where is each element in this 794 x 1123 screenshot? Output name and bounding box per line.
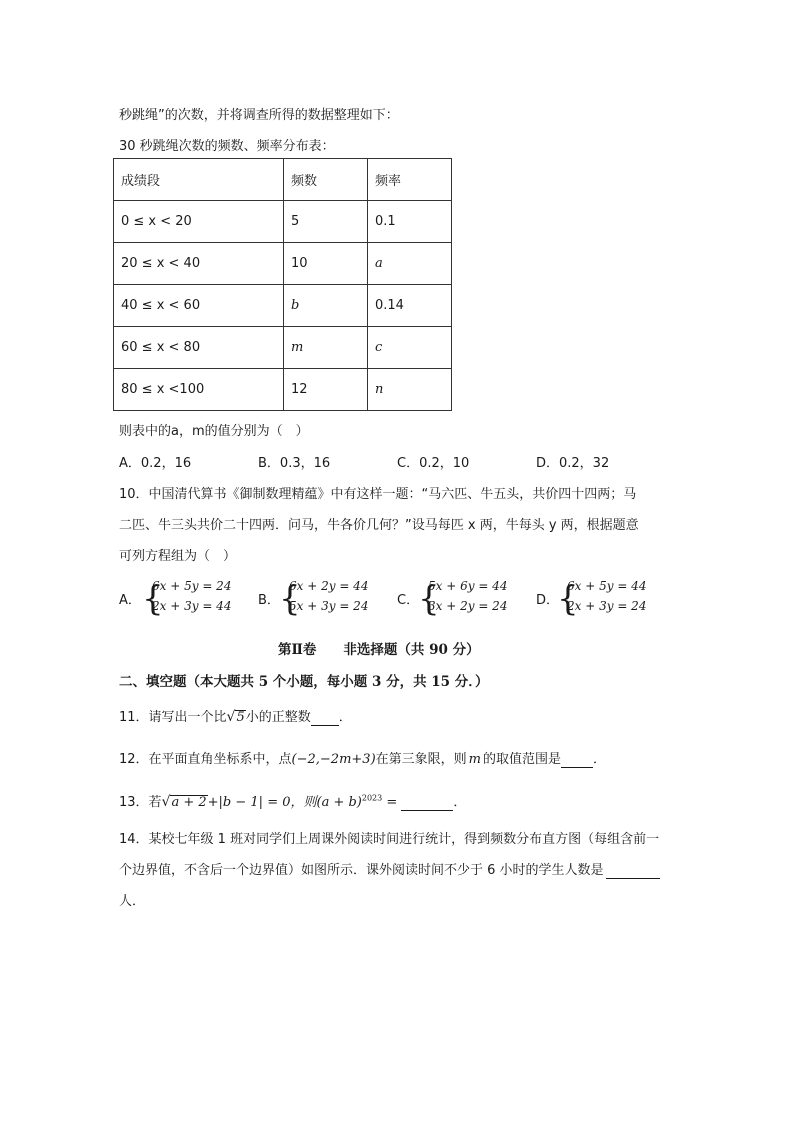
q9-option-a: A．0.2，16 — [119, 456, 192, 471]
table-cell: m — [284, 327, 368, 369]
q13-text: +|b − 1| = 0，则 — [207, 795, 317, 810]
q11 — [119, 706, 352, 726]
q9-stem: 则表中的a，m的值分别为（ ） — [119, 424, 309, 439]
q9-option-d: D．0.2，32 — [536, 456, 610, 471]
table-cell: 12 — [284, 369, 368, 411]
table-cell: 0.1 — [368, 201, 452, 243]
table-cell: b — [284, 285, 368, 327]
option-label: C． — [397, 593, 420, 608]
radical-sign: √ — [161, 794, 171, 810]
table-cell: 0 ≤ x < 20 — [114, 201, 284, 243]
equation-1: 6x + 5y = 24 — [152, 579, 232, 593]
option-label: D． — [536, 593, 560, 608]
expression: (a + b) — [316, 795, 362, 810]
table-header-row — [114, 159, 452, 201]
table-cell: 20 ≤ x < 40 — [114, 243, 284, 285]
table-cell: n — [368, 369, 452, 411]
q14-text: 个边界值，不含后一个边界值）如图所示．课外阅读时间不少于 6 小时的学生人数是 — [119, 863, 604, 878]
table-cell: 5 — [284, 201, 368, 243]
equation-1: 5x + 6y = 44 — [428, 579, 508, 593]
radicand: a + 2 — [171, 795, 207, 810]
table-row — [114, 369, 452, 411]
q12-text: 的取值范围是 — [482, 752, 561, 767]
equation-1: 6x + 2y = 44 — [289, 579, 369, 593]
q10-line-1: 10．中国清代算书《御制数理精蕴》中有这样一题：“马六匹、牛五头，共价四十四两；马 — [119, 487, 637, 502]
equation-2: 2x + 3y = 44 — [152, 599, 232, 613]
table-cell: a — [368, 243, 452, 285]
brace: { — [279, 579, 301, 619]
answer-blank — [311, 710, 339, 726]
header-cell: 频率 — [368, 159, 452, 201]
q9-option-c: C．0.2，10 — [397, 456, 470, 471]
q13-end: ． — [453, 795, 467, 810]
frequency-table — [113, 158, 452, 411]
table-row — [114, 327, 452, 369]
q12 — [119, 748, 606, 768]
variable: m — [468, 752, 481, 767]
table-title: 30 秒跳绳次数的频数、频率分布表： — [119, 139, 335, 154]
table-cell: 40 ≤ x < 60 — [114, 285, 284, 327]
equation-1: 6x + 5y = 44 — [567, 579, 647, 593]
equation-2: 3x + 2y = 24 — [428, 599, 508, 613]
answer-blank — [401, 795, 453, 811]
brace: { — [418, 579, 440, 619]
brace: { — [142, 579, 164, 619]
brace: { — [557, 579, 579, 619]
q13-text: 13．若 — [119, 795, 162, 810]
table-row — [114, 285, 452, 327]
point-coordinates: (−2,−2m+3) — [291, 752, 376, 767]
radical-sign: √ — [226, 709, 236, 725]
q11-end: ． — [338, 710, 352, 725]
q10-line-2: 二匹、牛三头共价二十四两．问马，牛各价几何？”设马每匹 x 两，牛每头 y 两，根据题意 — [119, 518, 639, 533]
header-cell: 频数 — [284, 159, 368, 201]
q14-line-2 — [119, 859, 660, 879]
equals: = — [382, 795, 402, 810]
table-row — [114, 243, 452, 285]
q10-option-a — [119, 579, 249, 619]
answer-blank — [561, 752, 593, 768]
q12-text: 在第三象限，则 — [375, 752, 467, 767]
q14-line-3: 人． — [119, 894, 146, 909]
table-cell: 80 ≤ x <100 — [114, 369, 284, 411]
intro-line: 秒跳绳”的次数，并将调查所得的数据整理如下： — [119, 108, 399, 123]
option-label: B． — [258, 593, 280, 608]
exponent: 2023 — [361, 793, 383, 803]
equation-2: 2x + 3y = 24 — [567, 599, 647, 613]
table-cell: 60 ≤ x < 80 — [114, 327, 284, 369]
option-label: A． — [119, 593, 141, 608]
table-cell: 10 — [284, 243, 368, 285]
header-cell: 成绩段 — [114, 159, 284, 201]
equation-2: 5x + 3y = 24 — [289, 599, 369, 613]
radicand: 5 — [236, 710, 245, 725]
table-cell: 0.14 — [368, 285, 452, 327]
q14-line-1: 14．某校七年级 1 班对同学们上周课外阅读时间进行统计，得到频数分布直方图（每组含前一 — [119, 832, 660, 847]
q10-line-3: 可列方程组为（ ） — [119, 549, 237, 564]
table-cell: c — [368, 327, 452, 369]
section-heading: 二、填空题（本大题共 5 个小题，每小题 3 分，共 15 分．） — [119, 674, 489, 690]
q10-option-d — [536, 579, 666, 619]
q11-text: 11．请写出一个比 — [119, 710, 227, 725]
answer-blank — [606, 863, 660, 879]
q11-text: 小的正整数 — [245, 710, 311, 725]
section-title: 第Ⅱ卷 非选择题（共 90 分） — [278, 642, 480, 658]
q9-option-b: B．0.3，16 — [258, 456, 331, 471]
q13 — [119, 791, 466, 811]
q10-option-c — [397, 579, 527, 619]
table-row — [114, 201, 452, 243]
q10-option-b — [258, 579, 388, 619]
q12-text: 12．在平面直角坐标系中，点 — [119, 752, 292, 767]
q12-end: ． — [593, 752, 607, 767]
